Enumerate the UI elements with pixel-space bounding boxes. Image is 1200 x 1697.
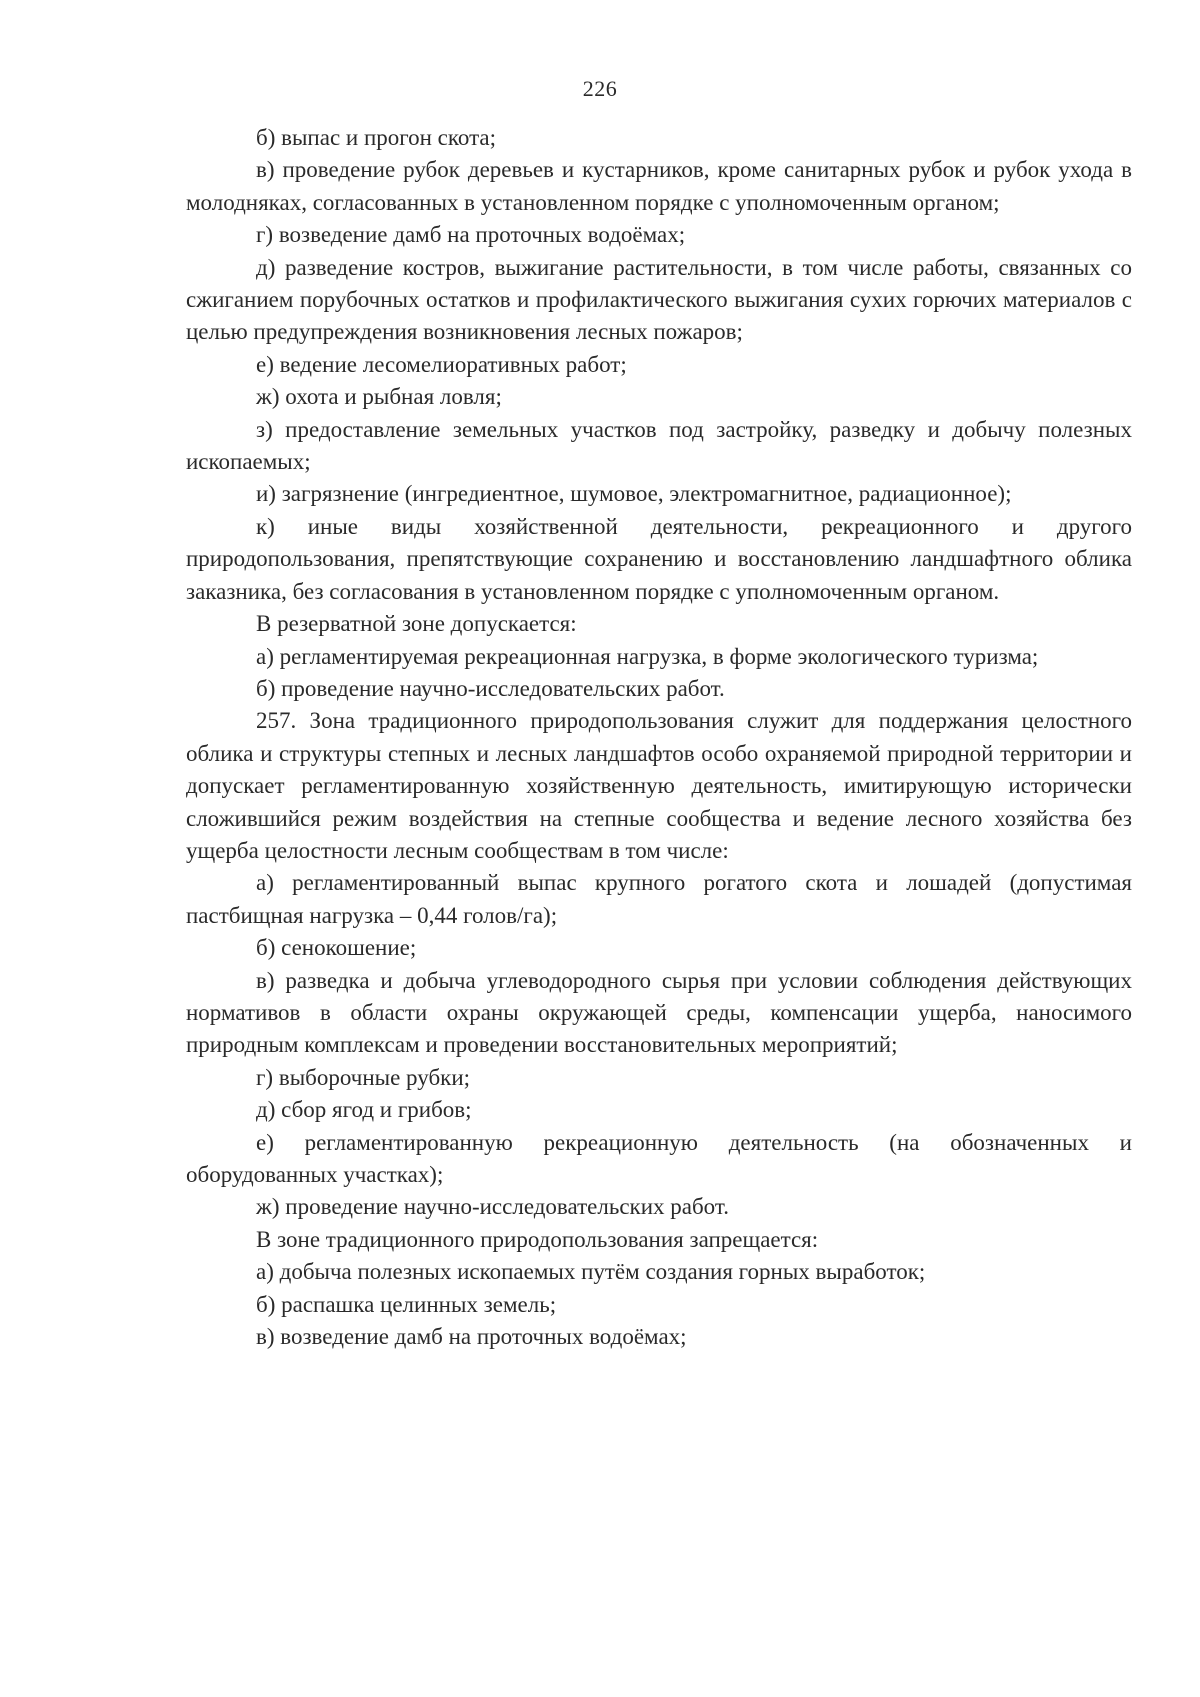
paragraph: а) регламентированный выпас крупного рогатого скота и лошадей (допустимая пастбищная нагрузка – 0,44 голов/га);	[186, 870, 1132, 928]
paragraph: к) иные виды хозяйственной деятельности, рекреационного и другого природопользования, препятствующие сохранению и восстановлению ландшафтного облика заказника, без согласования в установленном порядке с уполномоченным органом.	[186, 513, 1132, 604]
paragraph: г) выборочные рубки;	[256, 1064, 471, 1090]
paragraph: в) возведение дамб на проточных водоёмах;	[256, 1324, 687, 1350]
paragraph: б) проведение научно-исследовательских работ.	[256, 675, 725, 701]
paragraph: г) возведение дамб на проточных водоёмах;	[256, 222, 686, 248]
paragraph: е) регламентированную рекреационную деятельность (на обозначенных и оборудованных участках);	[186, 1129, 1132, 1187]
paragraph: В зоне традиционного природопользования запрещается:	[256, 1226, 819, 1252]
paragraph: з) предоставление земельных участков под застройку, разведку и добычу полезных ископаемых;	[186, 416, 1132, 475]
paragraph: д) сбор ягод и грибов;	[256, 1097, 472, 1123]
paragraph: а) добыча полезных ископаемых путём создания горных выработок;	[256, 1259, 926, 1285]
paragraph: в) разведка и добыча углеводородного сырья при условии соблюдения действующих нормативов в области охраны окружающей среды, компенсации ущерба, наносимого природным комплексам и проведении восстановительных мероприятий;	[186, 967, 1132, 1058]
page-number: 226	[582, 76, 618, 101]
paragraph: В резерватной зоне допускается:	[256, 611, 577, 637]
paragraph: ж) охота и рыбная ловля;	[256, 384, 502, 410]
paragraph: 257. Зона традиционного природопользования служит для поддержания целостного облика и структуры степных и лесных ландшафтов особо охраняемой природной территории и допускает регламентированную хозяйственную деятельность, имитирующую исторически сложившийся режим воздействия на степные сообщества и ведение лесного хозяйства без ущерба целостности лесным сообществам в том числе:	[186, 708, 1132, 863]
paragraph: д) разведение костров, выжигание растительности, в том числе работы, связанных со сжиганием порубочных остатков и профилактического выжигания сухих горючих материалов с целью предупреждения возникновения лесных пожаров;	[186, 254, 1132, 345]
paragraph: б) распашка целинных земель;	[256, 1291, 557, 1317]
paragraph: ж) проведение научно-исследовательских работ.	[256, 1194, 729, 1220]
document-body	[186, 122, 1132, 1353]
paragraph: и) загрязнение (ингредиентное, шумовое, электромагнитное, радиационное);	[256, 481, 1012, 507]
paragraph: б) выпас и прогон скота;	[256, 125, 497, 150]
paragraph: а) регламентируемая рекреационная нагрузка, в форме экологического туризма;	[256, 643, 1039, 669]
paragraph: е) ведение лесомелиоративных работ;	[256, 351, 627, 377]
paragraph: б) сенокошение;	[256, 935, 417, 961]
paragraph: в) проведение рубок деревьев и кустарников, кроме санитарных рубок и рубок ухода в молодняках, согласованных в установленном порядке с уполномоченным органом;	[186, 157, 1132, 215]
